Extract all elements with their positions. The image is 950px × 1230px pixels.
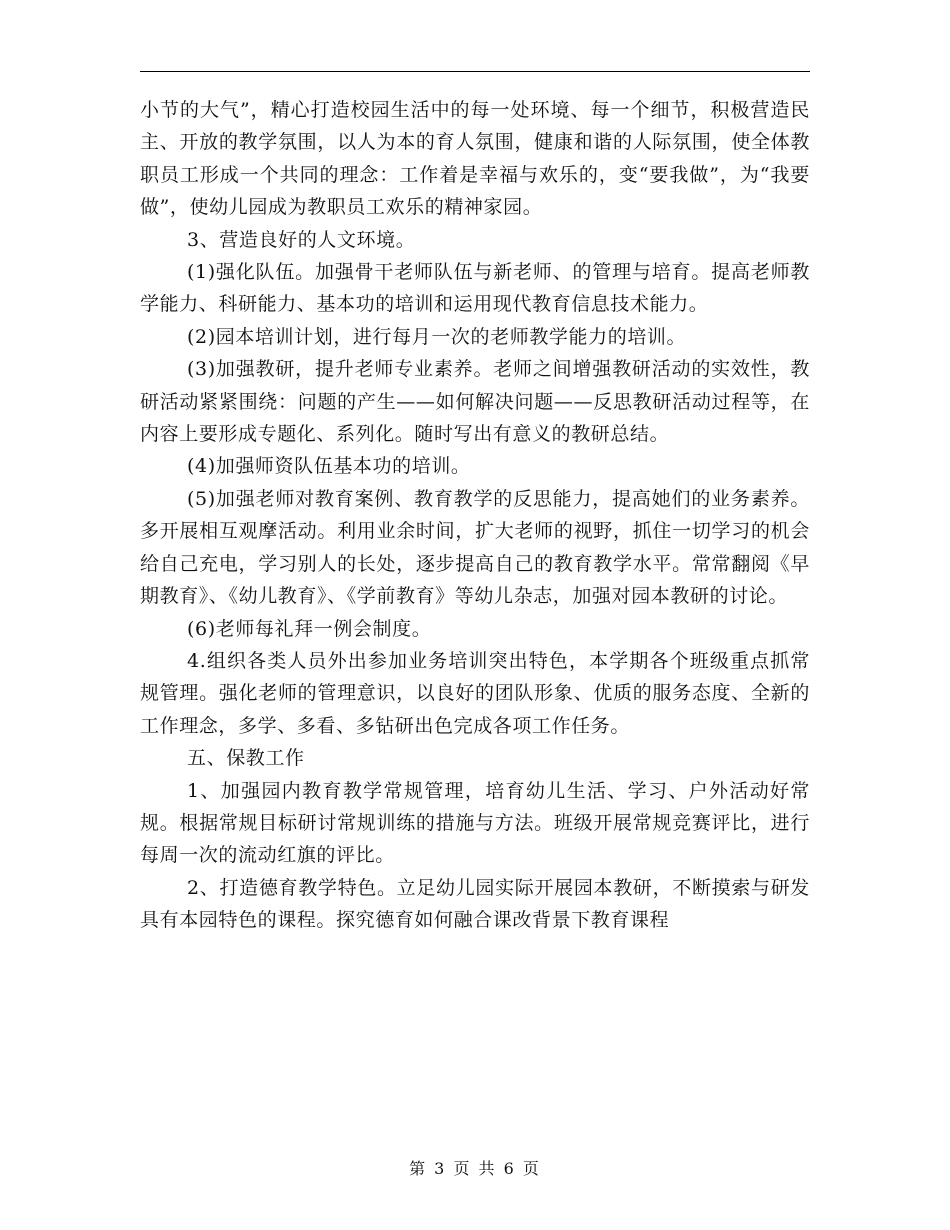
paragraph-9: 4.组织各类人员外出参加业务培训突出特色，本学期各个班级重点抓常规管理。强化老师的管理意识，以良好的团队形象、优质的服务态度、全新的工作理念，多学、多看、多钻研出色完成各项工作任务。 — [140, 649, 810, 737]
header-rule — [140, 71, 810, 72]
paragraph-11: 1、加强园内教育教学常规管理，培育幼儿生活、学习、户外活动好常规。根据常规目标研讨常规训练的措施与方法。班级开展常规竞赛评比，进行每周一次的流动红旗的评比。 — [140, 779, 810, 867]
document-body — [140, 94, 810, 937]
section-heading-5: 五、保教工作 — [187, 747, 305, 770]
paragraph-8: (6)老师每礼拜一例会制度。 — [187, 617, 432, 640]
paragraph-6: (4)加强师资队伍基本功的培训。 — [187, 455, 471, 478]
paragraph-12: 2、打造德育教学特色。立足幼儿园实际开展园本教研，不断摸索与研发具有本园特色的课程。探究德育如何融合课改背景下教育课程 — [140, 876, 810, 932]
paragraph-4: (2)园本培训计划，进行每月一次的老师教学能力的培训。 — [187, 325, 687, 348]
page-number-footer: 第 3 页 共 6 页 — [409, 1159, 541, 1178]
paragraph-3: (1)强化队伍。加强骨干老师队伍与新老师、的管理与培育。提高老师教学能力、科研能力、基本功的培训和运用现代教育信息技术能力。 — [140, 261, 810, 316]
paragraph-7: (5)加强老师对教育案例、教育教学的反思能力，提高她们的业务素养。多开展相互观摩活动。利用业余时间，扩大老师的视野，抓住一切学习的机会给自己充电，学习别人的长处，逐步提高自己的教育教学水平。常常翻阅《早期教育》、《幼儿教育》、《学前教育》等幼儿杂志，加强对园本教研的讨论。 — [140, 487, 810, 608]
paragraph-5: (3)加强教研，提升老师专业素养。老师之间增强教研活动的实效性，教研活动紧紧围绕：问题的产生——如何解决问题——反思教研活动过程等，在内容上要形成专题化、系列化。随时写出有意义的教研总结。 — [140, 358, 810, 446]
paragraph-1: 小节的大气”，精心打造校园生活中的每一处环境、每一个细节，积极营造民主、开放的教学氛围，以人为本的育人氛围，健康和谐的人际氛围，使全体教职员工形成一个共同的理念：工作着是幸福与欢乐的，变“要我做”，为“我要做”，使幼儿园成为教职员工欢乐的精神家园。 — [140, 99, 810, 219]
paragraph-2: 3、营造良好的人文环境。 — [187, 228, 416, 251]
